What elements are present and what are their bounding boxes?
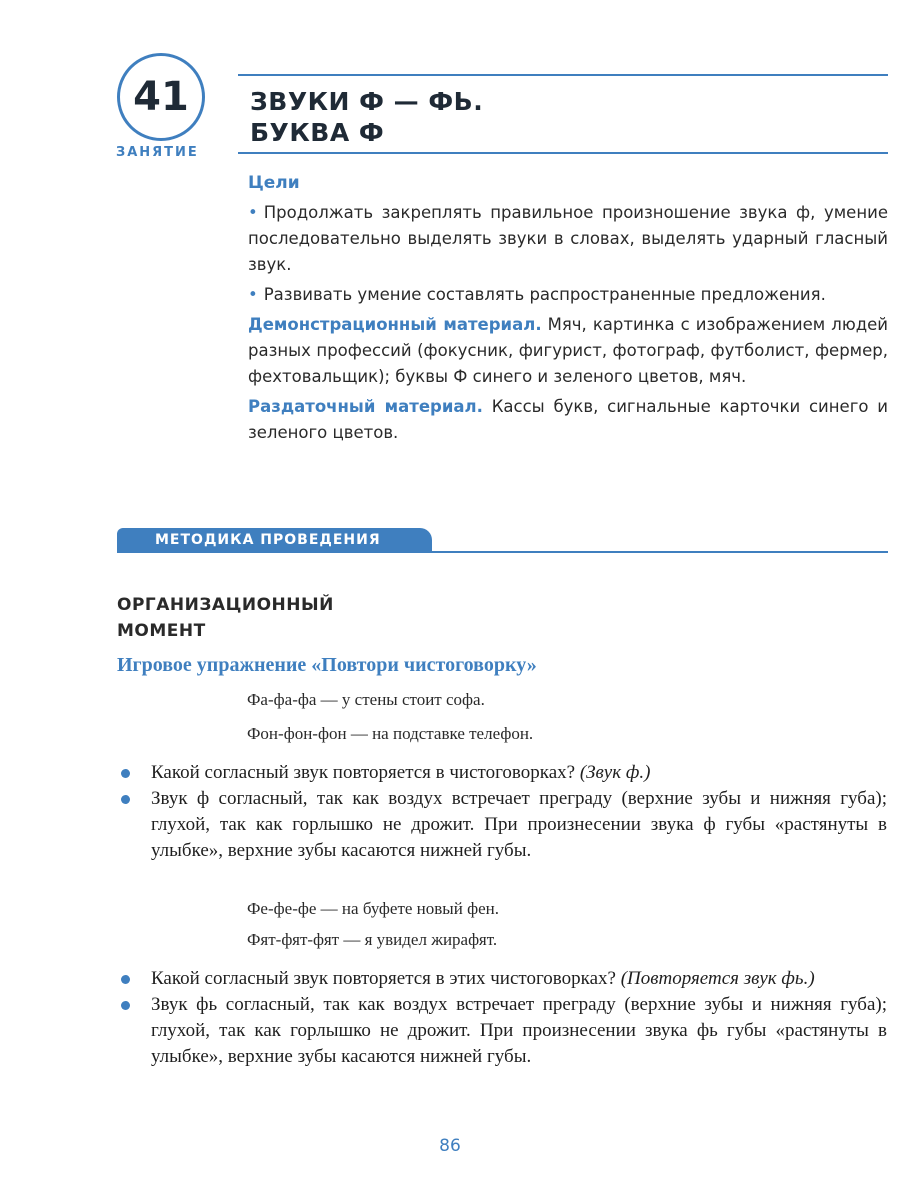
bullet-icon (121, 1001, 130, 1010)
title-top-rule (238, 74, 888, 76)
bullet-icon: • (248, 285, 258, 304)
exercise-title: Игровое упражнение «Повтори чистоговорку» (117, 654, 537, 676)
goals-heading: Цели (248, 173, 300, 193)
question-item: Какой согласный звук повторяется в этих чистоговорках? (Повторяется звук фь.) (117, 966, 887, 992)
method-heading-bar (117, 528, 432, 552)
bullet-icon (121, 795, 130, 804)
lesson-number-badge (117, 53, 205, 141)
question-item: Звук ф согласный, так как воздух встречает преграду (верхние зубы и нижняя губа); глухой, так как горлышко не дрожит. При произнесении звука ф губы «растянуты в улыбке», верхние зубы касаются нижней губы. (117, 786, 887, 864)
lesson-title (250, 86, 483, 148)
verse-line: Фон-фон-фон — на подставке телефон. (247, 724, 534, 743)
question-item: Какой согласный звук повторяется в чистоговорках? (Звук ф.) (117, 760, 887, 786)
method-heading: МЕТОДИКА ПРОВЕДЕНИЯ (155, 532, 381, 548)
question-list-2 (117, 966, 887, 1070)
bullet-icon (121, 769, 130, 778)
handout-material-label: Раздаточный материал. (248, 397, 483, 416)
question-item: Звук фь согласный, так как воздух встречает преграду (верхние зубы и нижняя губа); глухой, так как горлышко не дрожит. При произнесении звука фь губы «растянуты в улыбке», верхние зубы касаются нижней губы. (117, 992, 887, 1070)
handout-material (248, 394, 888, 446)
question-list-1 (117, 760, 887, 864)
goal-item: • Продолжать закреплять правильное произношение звука ф, умение последовательно выделять звуки в словах, выделять ударный гласный звук. (248, 203, 888, 274)
demo-material (248, 312, 888, 390)
bullet-icon (121, 975, 130, 984)
handout-material-text: Кассы букв, сигнальные карточки синего и зеленого цветов. (248, 397, 888, 442)
method-rule (117, 551, 888, 553)
page-number: 86 (439, 1136, 461, 1156)
demo-material-text: Мяч, картинка с изображением людей разных профессий (фокусник, фигурист, фотограф, футболист, фермер, фехтовальщик); буквы Ф синего и зеленого цветов, мяч. (248, 315, 888, 386)
goal-item: • Развивать умение составлять распространенные предложения. (248, 285, 826, 304)
title-line-1: ЗВУКИ Ф — ФЬ. (250, 87, 484, 116)
goals-section (248, 170, 888, 450)
title-line-2: БУКВА Ф (250, 118, 385, 147)
bullet-icon: • (248, 203, 258, 222)
org-moment-heading: ОРГАНИЗАЦИОННЫЙ МОМЕНТ (117, 595, 334, 641)
lesson-number: 41 (133, 74, 189, 120)
demo-material-label: Демонстрационный материал. (248, 315, 542, 334)
verse-line: Фа-фа-фа — у стены стоит софа. (247, 690, 485, 709)
title-bottom-rule (238, 152, 888, 154)
verse-line: Фят-фят-фят — я увидел жирафят. (247, 930, 498, 949)
verse-line: Фе-фе-фе — на буфете новый фен. (247, 899, 499, 918)
lesson-label: ЗАНЯТИЕ (116, 145, 199, 160)
